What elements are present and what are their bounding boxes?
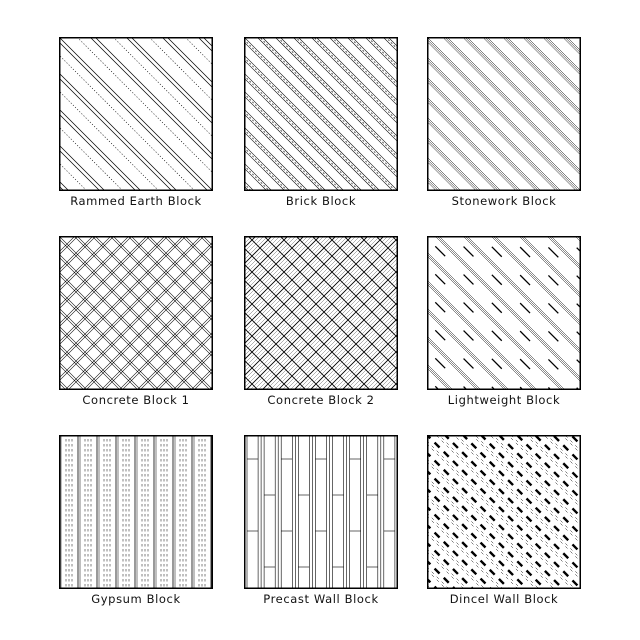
- concrete-1-line: [59, 236, 213, 362]
- stonework-line: [427, 37, 581, 117]
- concrete-1-line: [59, 327, 213, 390]
- concrete-1-line: [59, 236, 213, 257]
- concrete-1-line: [59, 236, 213, 275]
- stonework-line: [427, 37, 581, 77]
- brick-line: [244, 37, 398, 96]
- lightweight-label: Lightweight Block: [447, 393, 561, 407]
- dincel-bold-dash: [427, 487, 581, 589]
- stonework-line: [427, 159, 581, 191]
- dincel-fine-dash: [427, 460, 581, 589]
- stonework-line: [427, 59, 581, 191]
- concrete-1-line: [59, 236, 213, 383]
- dincel-bold-dash: [427, 523, 581, 589]
- concrete-2-fine-line: [244, 236, 398, 252]
- rammed-earth-line: [59, 53, 213, 191]
- concrete-1-line: [59, 236, 213, 326]
- rammed-earth-line: [59, 37, 213, 145]
- concrete-2-line: [244, 236, 398, 252]
- precast-panel-outline: [384, 435, 395, 589]
- precast-panel-outline: [298, 435, 309, 589]
- tile-rammed-earth-block: [59, 37, 213, 208]
- stonework-line: [427, 101, 581, 191]
- concrete-2-fine-line: [244, 236, 398, 276]
- concrete-1-line: [59, 236, 213, 275]
- rammed-earth-dotted-line: [59, 107, 213, 191]
- brick-line: [244, 76, 398, 191]
- concrete-1-line: [59, 236, 213, 254]
- brick-dashed-line: [244, 37, 398, 112]
- concrete-2-fine-line: [244, 236, 398, 316]
- gypsum-label: Gypsum Block: [91, 592, 181, 606]
- dincel-fine-dash: [427, 435, 581, 570]
- brick-swatch: [244, 37, 398, 191]
- brick-line: [244, 94, 398, 191]
- gypsum-swatch: [59, 435, 213, 589]
- concrete-1-line: [59, 236, 213, 257]
- brick-line: [244, 130, 398, 191]
- rammed-earth-line: [59, 89, 213, 191]
- concrete-2-fine-line: [244, 236, 398, 312]
- stonework-line: [427, 37, 581, 121]
- concrete-2-label: Concrete Block 2: [267, 393, 375, 407]
- stonework-line: [427, 97, 581, 191]
- dincel-fine-dash: [427, 496, 581, 589]
- precast-wall-label: Precast Wall Block: [263, 592, 379, 606]
- tile-brick-block: [244, 37, 398, 208]
- tile-precast-wall-block: [244, 435, 398, 606]
- stonework-line: [427, 139, 581, 191]
- concrete-1-line: [59, 270, 213, 390]
- brick-line: [244, 166, 398, 191]
- concrete-2-line: [244, 236, 398, 380]
- concrete-2-swatch: [244, 236, 398, 390]
- dincel-fine-dash: [427, 435, 581, 513]
- concrete-1-line: [59, 236, 213, 293]
- lightweight-dashed-line: [427, 330, 581, 390]
- brick-line: [244, 37, 398, 168]
- brick-line: [244, 112, 398, 191]
- precast-panel-outline: [247, 435, 258, 589]
- concrete-2-fine-line: [244, 236, 398, 264]
- dincel-fine-dash: [427, 511, 581, 589]
- lightweight-dashed-line: [427, 274, 581, 390]
- tile-concrete-block-2: [244, 236, 398, 407]
- dincel-bold-dash: [427, 435, 581, 489]
- lightweight-line: [427, 260, 581, 390]
- dincel-fine-dash: [427, 532, 581, 589]
- stonework-line: [427, 179, 581, 191]
- stonework-line: [427, 141, 581, 191]
- stonework-label: Stonework Block: [451, 194, 557, 208]
- dincel-fine-dash: [427, 435, 581, 495]
- concrete-1-line: [59, 236, 213, 362]
- concrete-1-line: [59, 236, 213, 326]
- lightweight-line: [427, 236, 581, 292]
- concrete-1-line: [59, 309, 213, 390]
- brick-dashed-line: [244, 37, 398, 184]
- concrete-2-fine-line: [244, 236, 398, 320]
- dincel-fine-dash: [427, 435, 581, 498]
- dincel-wall-label: Dincel Wall Block: [449, 592, 559, 606]
- brick-label: Brick Block: [285, 194, 357, 208]
- stonework-line: [427, 37, 581, 141]
- lightweight-line: [427, 236, 581, 264]
- concrete-1-line: [59, 273, 213, 390]
- concrete-1-line: [59, 236, 213, 347]
- concrete-1-line: [59, 236, 213, 344]
- brick-line: [244, 37, 398, 55]
- brick-line: [244, 107, 398, 191]
- lightweight-line: [427, 236, 581, 352]
- dincel-fine-dash: [427, 475, 581, 589]
- concrete-1-line: [59, 360, 213, 390]
- rammed-earth-line: [59, 166, 213, 191]
- precast-panel-outline: [315, 435, 326, 589]
- stonework-line: [427, 37, 581, 81]
- dincel-fine-dash: [427, 568, 581, 589]
- dincel-bold-dash: [427, 435, 581, 543]
- lightweight-line: [427, 374, 581, 390]
- brick-line: [244, 37, 398, 163]
- brick-dashed-line: [244, 37, 398, 148]
- dincel-fine-dash: [427, 493, 581, 589]
- rammed-earth-dotted-line: [59, 179, 213, 191]
- rammed-earth-line: [59, 125, 213, 191]
- precast-panel-outline: [367, 435, 378, 589]
- concrete-2-fine-line: [244, 236, 398, 356]
- rammed-earth-swatch: [59, 37, 213, 191]
- concrete-1-line: [59, 236, 213, 293]
- concrete-1-line: [59, 288, 213, 390]
- brick-line: [244, 179, 398, 191]
- concrete-1-line: [59, 270, 213, 390]
- concrete-2-fine-line: [244, 236, 398, 344]
- brick-line: [244, 89, 398, 191]
- concrete-1-label: Concrete Block 1: [82, 393, 190, 407]
- lightweight-line: [427, 236, 581, 268]
- stonework-line: [427, 37, 581, 161]
- precast-wall-swatch: [244, 435, 398, 589]
- brick-line: [244, 37, 398, 78]
- brick-line: [244, 37, 398, 132]
- lightweight-swatch: [427, 236, 581, 390]
- rammed-earth-dotted-line: [59, 37, 213, 163]
- rammed-earth-line: [59, 37, 213, 109]
- concrete-1-line: [59, 236, 213, 344]
- stonework-line: [427, 37, 581, 61]
- brick-line: [244, 37, 398, 114]
- stonework-line: [427, 37, 581, 101]
- dincel-bold-dash: [427, 435, 581, 561]
- concrete-1-line: [59, 360, 213, 390]
- concrete-2-line: [244, 236, 398, 252]
- rammed-earth-line: [59, 37, 213, 114]
- dincel-wall-swatch: [427, 435, 581, 589]
- concrete-2-fine-line: [244, 236, 398, 380]
- concrete-1-line: [59, 291, 213, 390]
- brick-line: [244, 37, 398, 186]
- concrete-1-line: [59, 288, 213, 390]
- concrete-2-line: [244, 236, 398, 316]
- concrete-2-fine-line: [244, 236, 398, 288]
- tile-lightweight-block: [427, 236, 581, 407]
- stonework-swatch: [427, 37, 581, 191]
- tile-dincel-wall-block: [427, 435, 581, 606]
- rammed-earth-line: [59, 37, 213, 78]
- stonework-line: [427, 37, 581, 191]
- stonework-line: [427, 61, 581, 191]
- dincel-fine-dash: [427, 435, 581, 534]
- rammed-earth-label: Rammed Earth Block: [70, 194, 202, 208]
- precast-panel-outline: [333, 435, 344, 589]
- dincel-bold-dash: [427, 435, 581, 507]
- brick-line: [244, 37, 398, 181]
- dincel-fine-dash: [427, 514, 581, 589]
- dincel-fine-dash: [427, 435, 581, 549]
- tile-concrete-block-1: [59, 236, 213, 407]
- concrete-1-line: [59, 309, 213, 390]
- precast-panel-outline: [264, 435, 275, 589]
- concrete-2-fine-line: [244, 236, 398, 304]
- concrete-1-line: [59, 327, 213, 390]
- lightweight-line: [427, 262, 581, 390]
- tile-gypsum-block: [59, 435, 213, 606]
- rammed-earth-line: [59, 130, 213, 191]
- rammed-earth-line: [59, 94, 213, 191]
- concrete-1-line: [59, 236, 213, 365]
- rammed-earth-line: [59, 37, 213, 186]
- concrete-2-fine-line: [244, 236, 398, 328]
- lightweight-dashed-line: [427, 236, 581, 334]
- concrete-1-line: [59, 252, 213, 390]
- stonework-line: [427, 99, 581, 191]
- dincel-bold-dash: [427, 435, 581, 453]
- brick-line: [244, 37, 398, 145]
- rammed-earth-dotted-line: [59, 37, 213, 55]
- concrete-2-fine-line: [244, 236, 398, 384]
- rammed-earth-line: [59, 161, 213, 191]
- brick-line: [244, 37, 398, 60]
- concrete-1-line: [59, 252, 213, 390]
- tile-stonework-block: [427, 37, 581, 208]
- rammed-earth-line: [59, 37, 213, 150]
- precast-panel-outline: [281, 435, 292, 589]
- stonework-line: [427, 37, 581, 157]
- concrete-2-fine-line: [244, 236, 398, 248]
- concrete-2-line: [244, 236, 398, 380]
- dincel-bold-dash: [427, 451, 581, 589]
- stonework-line: [427, 137, 581, 191]
- concrete-1-line: [59, 236, 213, 365]
- lightweight-dashed-line: [427, 302, 581, 390]
- brick-dashed-line: [244, 37, 398, 76]
- stonework-line: [427, 177, 581, 191]
- concrete-2-line: [244, 236, 398, 316]
- dincel-fine-dash: [427, 529, 581, 589]
- concrete-2-fine-line: [244, 236, 398, 368]
- concrete-1-swatch: [59, 236, 213, 390]
- brick-dashed-line: [244, 92, 398, 192]
- concrete-1-line: [59, 236, 213, 383]
- concrete-1-line: [59, 273, 213, 390]
- stonework-line: [427, 57, 581, 191]
- brick-line: [244, 148, 398, 191]
- concrete-1-line: [59, 236, 213, 347]
- precast-panel-outline: [350, 435, 361, 589]
- concrete-1-line: [59, 291, 213, 390]
- rammed-earth-line: [59, 37, 213, 181]
- brick-line: [244, 37, 398, 150]
- concrete-1-line: [59, 236, 213, 254]
- dincel-fine-dash: [427, 435, 581, 531]
